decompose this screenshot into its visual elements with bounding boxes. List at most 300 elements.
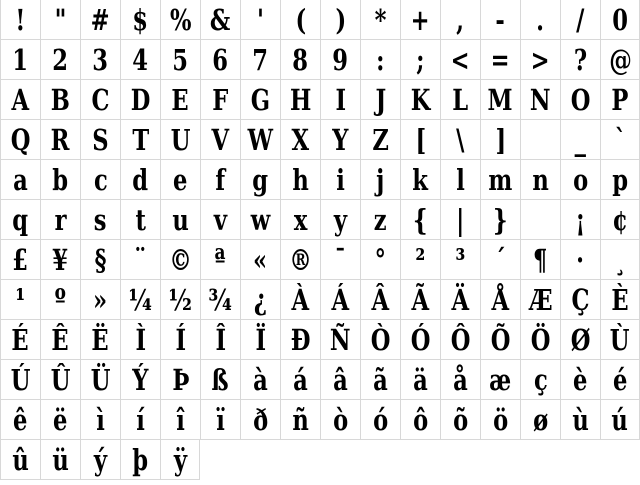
- glyph-cell: [240, 400, 280, 440]
- glyph: z: [374, 203, 387, 237]
- glyph-cell: [520, 240, 560, 280]
- glyph-cell: [400, 160, 440, 200]
- glyph: ": [54, 3, 67, 37]
- glyph-cell: [80, 0, 120, 40]
- glyph: [: [415, 123, 426, 157]
- glyph-cell: [80, 360, 120, 400]
- glyph-cell: [120, 280, 160, 320]
- glyph: r: [54, 203, 67, 237]
- glyph-cell: [0, 120, 40, 160]
- glyph-cell: [240, 440, 280, 480]
- glyph: ê: [13, 403, 28, 437]
- glyph: <: [451, 43, 470, 77]
- glyph-cell: [120, 360, 160, 400]
- glyph: (: [295, 3, 306, 37]
- glyph-cell: [400, 200, 440, 240]
- glyph-cell: [120, 400, 160, 440]
- glyph: R: [51, 123, 70, 157]
- glyph-cell: [600, 40, 640, 80]
- charmap-row: [0, 400, 640, 440]
- glyph-cell: [440, 320, 480, 360]
- glyph-cell: [80, 440, 120, 480]
- glyph: ÿ: [173, 443, 187, 477]
- glyph-cell: [0, 160, 40, 200]
- glyph-cell: [160, 200, 200, 240]
- glyph: %: [169, 3, 192, 37]
- glyph: O: [570, 83, 591, 117]
- glyph-cell: [360, 200, 400, 240]
- glyph: J: [375, 83, 386, 117]
- glyph-cell: [160, 240, 200, 280]
- glyph: á: [293, 363, 308, 397]
- charmap-row: [0, 240, 640, 280]
- glyph-cell: [0, 0, 40, 40]
- glyph: ß: [211, 363, 230, 397]
- glyph: ª: [214, 243, 227, 277]
- glyph-cell: [480, 360, 520, 400]
- glyph-cell: [320, 80, 360, 120]
- glyph-cell: [600, 400, 640, 440]
- glyph: ,: [456, 3, 465, 37]
- glyph: }: [493, 203, 508, 237]
- glyph-cell: [120, 200, 160, 240]
- glyph: :: [376, 43, 385, 77]
- glyph: ½: [168, 283, 193, 317]
- glyph: ä: [413, 363, 428, 397]
- glyph-cell: [360, 280, 400, 320]
- glyph-cell: [600, 200, 640, 240]
- glyph-cell: [360, 360, 400, 400]
- glyph-cell: [160, 440, 200, 480]
- charmap-row: [0, 0, 640, 40]
- glyph-cell: [200, 360, 240, 400]
- glyph: C: [91, 83, 110, 117]
- glyph-cell: [200, 160, 240, 200]
- glyph: I: [335, 83, 346, 117]
- glyph: ¿: [253, 283, 268, 317]
- glyph-cell: [320, 360, 360, 400]
- glyph: X: [291, 123, 310, 157]
- glyph-cell: [200, 80, 240, 120]
- glyph-cell: [440, 400, 480, 440]
- glyph: 0: [612, 3, 628, 37]
- glyph-cell: [360, 0, 400, 40]
- glyph-cell: [560, 320, 600, 360]
- glyph-cell: [360, 80, 400, 120]
- glyph-cell: [160, 160, 200, 200]
- glyph-cell: [80, 280, 120, 320]
- glyph: À: [291, 283, 310, 317]
- glyph-cell: [120, 120, 160, 160]
- glyph: F: [212, 83, 229, 117]
- glyph-cell: [440, 0, 480, 40]
- glyph-cell: [40, 0, 80, 40]
- glyph-cell: [120, 160, 160, 200]
- glyph-cell: [320, 120, 360, 160]
- glyph-cell: [160, 400, 200, 440]
- glyph-cell: [80, 200, 120, 240]
- glyph: d: [132, 163, 149, 197]
- glyph-cell: [160, 360, 200, 400]
- glyph-cell: [600, 440, 640, 480]
- glyph: w: [250, 203, 271, 237]
- glyph: Û: [50, 363, 71, 397]
- glyph-cell: [240, 240, 280, 280]
- glyph-cell: [40, 120, 80, 160]
- glyph-cell: [120, 440, 160, 480]
- glyph-cell: [40, 360, 80, 400]
- glyph-cell: [40, 40, 80, 80]
- glyph: N: [530, 83, 551, 117]
- glyph-cell: [120, 240, 160, 280]
- glyph: ï: [216, 403, 225, 437]
- glyph: Ñ: [330, 323, 351, 357]
- glyph: ù: [572, 403, 589, 437]
- glyph-cell: [480, 240, 520, 280]
- glyph-cell: [440, 120, 480, 160]
- glyph: ç: [533, 363, 548, 397]
- glyph: Ï: [255, 323, 266, 357]
- glyph-cell: [600, 160, 640, 200]
- glyph: D: [130, 83, 151, 117]
- glyph: K: [410, 83, 431, 117]
- glyph: í: [136, 403, 145, 437]
- glyph: Þ: [171, 363, 190, 397]
- glyph: ´: [494, 243, 507, 277]
- glyph-cell: [0, 400, 40, 440]
- glyph: L: [452, 83, 469, 117]
- glyph: »: [93, 283, 108, 317]
- glyph-cell: [280, 280, 320, 320]
- glyph: ?: [573, 43, 588, 77]
- glyph: à: [253, 363, 268, 397]
- charmap-row: [0, 40, 640, 80]
- glyph: 4: [132, 43, 149, 77]
- glyph-cell: [280, 0, 320, 40]
- glyph: o: [572, 163, 589, 197]
- glyph: ·: [576, 243, 585, 277]
- glyph-cell: [240, 280, 280, 320]
- glyph: q: [12, 203, 29, 237]
- glyph-cell: [400, 120, 440, 160]
- glyph: Ä: [451, 283, 470, 317]
- charmap-row: [0, 120, 640, 160]
- glyph-cell: [360, 120, 400, 160]
- glyph-cell: [80, 400, 120, 440]
- glyph-cell: [320, 320, 360, 360]
- glyph-cell: [480, 160, 520, 200]
- glyph: ë: [53, 403, 68, 437]
- glyph: s: [94, 203, 107, 237]
- glyph: Á: [331, 283, 350, 317]
- glyph: +: [411, 3, 430, 37]
- glyph-cell: [400, 400, 440, 440]
- glyph-cell: [480, 400, 520, 440]
- glyph: ú: [611, 403, 629, 437]
- glyph: Ý: [132, 363, 149, 397]
- glyph: `: [614, 123, 626, 157]
- glyph-cell: [160, 80, 200, 120]
- glyph: ©: [169, 243, 192, 277]
- glyph: A: [11, 83, 30, 117]
- glyph: g: [252, 163, 269, 197]
- glyph-cell: [520, 80, 560, 120]
- glyph-cell: [0, 440, 40, 480]
- glyph: Ô: [450, 323, 471, 357]
- glyph: ¶: [533, 243, 548, 277]
- glyph: ñ: [292, 403, 309, 437]
- glyph-cell: [520, 280, 560, 320]
- glyph-cell: [200, 280, 240, 320]
- glyph: ý: [93, 443, 108, 477]
- glyph-cell: [480, 320, 520, 360]
- glyph-cell: [560, 160, 600, 200]
- glyph-cell: [40, 240, 80, 280]
- glyph-cell: [480, 200, 520, 240]
- glyph: ð: [252, 403, 269, 437]
- glyph-cell: [560, 400, 600, 440]
- glyph: ô: [412, 403, 429, 437]
- glyph-cell: [400, 440, 440, 480]
- glyph: 5: [172, 43, 189, 77]
- glyph-cell: [560, 200, 600, 240]
- glyph-cell: [160, 280, 200, 320]
- glyph-cell: [320, 200, 360, 240]
- glyph-cell: [360, 40, 400, 80]
- glyph-cell: [240, 360, 280, 400]
- glyph-cell: [40, 160, 80, 200]
- glyph-cell: [240, 160, 280, 200]
- glyph: Y: [332, 123, 349, 157]
- glyph: è: [573, 363, 588, 397]
- glyph-cell: [600, 240, 640, 280]
- glyph-cell: [160, 40, 200, 80]
- glyph-cell: [0, 320, 40, 360]
- glyph-cell: [120, 0, 160, 40]
- glyph-cell: [40, 440, 80, 480]
- glyph-cell: [40, 400, 80, 440]
- glyph-cell: [40, 280, 80, 320]
- glyph: f: [215, 163, 226, 197]
- glyph: ²: [415, 243, 426, 277]
- glyph-cell: [200, 440, 240, 480]
- glyph-cell: [520, 200, 560, 240]
- glyph: Ò: [370, 323, 391, 357]
- glyph: t: [135, 203, 146, 237]
- glyph: ¯: [334, 243, 347, 277]
- glyph: H: [289, 83, 312, 117]
- glyph: ó: [372, 403, 389, 437]
- glyph-cell: [0, 280, 40, 320]
- glyph: È: [611, 283, 629, 317]
- glyph: ¸: [614, 243, 626, 277]
- glyph: Ë: [91, 323, 110, 357]
- glyph-cell: [480, 0, 520, 40]
- glyph: ]: [495, 123, 506, 157]
- glyph-cell: [240, 40, 280, 80]
- glyph: i: [336, 163, 345, 197]
- glyph-cell: [440, 200, 480, 240]
- glyph-cell: [440, 440, 480, 480]
- glyph-cell: [520, 360, 560, 400]
- glyph: ¼: [128, 283, 153, 317]
- glyph-cell: [80, 160, 120, 200]
- glyph: W: [247, 123, 274, 157]
- glyph-cell: [200, 0, 240, 40]
- glyph-cell: [200, 400, 240, 440]
- glyph: u: [172, 203, 189, 237]
- glyph-cell: [80, 120, 120, 160]
- glyph: |: [456, 203, 465, 237]
- glyph: ö: [492, 403, 509, 437]
- glyph: M: [487, 83, 514, 117]
- glyph-cell: [440, 280, 480, 320]
- glyph-cell: [600, 320, 640, 360]
- glyph: º: [54, 283, 67, 317]
- glyph: Ê: [51, 323, 70, 357]
- glyph-cell: [40, 200, 80, 240]
- glyph-cell: [600, 80, 640, 120]
- glyph-cell: [440, 360, 480, 400]
- glyph: /: [576, 3, 585, 37]
- glyph: ¾: [208, 283, 233, 317]
- glyph-cell: [240, 200, 280, 240]
- glyph: û: [12, 443, 29, 477]
- glyph: *: [374, 3, 387, 37]
- glyph: õ: [452, 403, 469, 437]
- glyph: m: [488, 163, 513, 197]
- glyph: #: [91, 3, 110, 37]
- glyph: Ã: [411, 283, 430, 317]
- glyph: S: [92, 123, 109, 157]
- glyph-cell: [280, 120, 320, 160]
- glyph-cell: [480, 440, 520, 480]
- glyph-cell: [40, 80, 80, 120]
- glyph: Ð: [290, 323, 311, 357]
- glyph-cell: [560, 240, 600, 280]
- glyph-cell: [440, 80, 480, 120]
- glyph-cell: [240, 80, 280, 120]
- glyph-cell: [320, 280, 360, 320]
- glyph: y: [333, 203, 348, 237]
- glyph-cell: [280, 40, 320, 80]
- glyph-cell: [520, 0, 560, 40]
- glyph: Ì: [135, 323, 146, 357]
- glyph: j: [376, 163, 385, 197]
- glyph-cell: [560, 360, 600, 400]
- glyph-cell: [400, 360, 440, 400]
- glyph: î: [176, 403, 185, 437]
- glyph: ¡: [575, 203, 586, 237]
- glyph: 3: [92, 43, 109, 77]
- charmap-row: [0, 320, 640, 360]
- glyph: Õ: [490, 323, 511, 357]
- glyph: &: [210, 3, 231, 37]
- glyph: Ö: [530, 323, 551, 357]
- glyph: Í: [175, 323, 186, 357]
- glyph-cell: [80, 80, 120, 120]
- glyph-cell: [400, 80, 440, 120]
- glyph-cell: [80, 40, 120, 80]
- glyph-cell: [320, 0, 360, 40]
- glyph-cell: [600, 280, 640, 320]
- charmap-row: [0, 280, 640, 320]
- glyph-cell: [80, 320, 120, 360]
- glyph: G: [250, 83, 271, 117]
- glyph-cell: [280, 200, 320, 240]
- glyph: ã: [373, 363, 388, 397]
- glyph-cell: [600, 0, 640, 40]
- glyph-cell: [360, 160, 400, 200]
- glyph-cell: [200, 240, 240, 280]
- glyph: ì: [96, 403, 105, 437]
- glyph: å: [453, 363, 468, 397]
- glyph-cell: [520, 160, 560, 200]
- glyph: þ: [132, 443, 149, 477]
- glyph-cell: [200, 120, 240, 160]
- glyph: ü: [52, 443, 69, 477]
- glyph: T: [132, 123, 149, 157]
- glyph: Ú: [10, 363, 31, 397]
- glyph-cell: [280, 320, 320, 360]
- glyph-cell: [360, 240, 400, 280]
- glyph-cell: [280, 240, 320, 280]
- glyph-cell: [160, 320, 200, 360]
- glyph-cell: [400, 40, 440, 80]
- glyph: £: [12, 243, 29, 277]
- glyph-cell: [480, 280, 520, 320]
- glyph-cell: [240, 120, 280, 160]
- glyph-cell: [280, 80, 320, 120]
- glyph-cell: [200, 40, 240, 80]
- glyph-cell: [0, 80, 40, 120]
- glyph: k: [412, 163, 429, 197]
- glyph: 6: [212, 43, 229, 77]
- glyph-cell: [160, 120, 200, 160]
- glyph: 7: [252, 43, 269, 77]
- glyph: V: [211, 123, 230, 157]
- glyph-cell: [0, 40, 40, 80]
- glyph-cell: [400, 320, 440, 360]
- glyph: ¨: [134, 243, 147, 277]
- charmap-row: [0, 360, 640, 400]
- glyph-cell: [280, 160, 320, 200]
- glyph-cell: [440, 240, 480, 280]
- glyph: Q: [10, 123, 31, 157]
- glyph: b: [52, 163, 69, 197]
- glyph: ¥: [52, 243, 69, 277]
- glyph: n: [532, 163, 549, 197]
- glyph-cell: [200, 320, 240, 360]
- glyph-cell: [240, 0, 280, 40]
- glyph: Ç: [571, 283, 590, 317]
- glyph: §: [94, 243, 107, 277]
- glyph: Z: [372, 123, 389, 157]
- glyph: ³: [455, 243, 466, 277]
- glyph-cell: [240, 320, 280, 360]
- glyph-cell: [600, 360, 640, 400]
- glyph: x: [293, 203, 308, 237]
- glyph-cell: [320, 400, 360, 440]
- glyph-cell: [520, 120, 560, 160]
- glyph: =: [491, 43, 510, 77]
- glyph: !: [15, 3, 26, 37]
- glyph-cell: [160, 0, 200, 40]
- glyph: «: [253, 243, 268, 277]
- glyph-cell: [560, 80, 600, 120]
- glyph: 8: [292, 43, 309, 77]
- glyph-cell: [120, 80, 160, 120]
